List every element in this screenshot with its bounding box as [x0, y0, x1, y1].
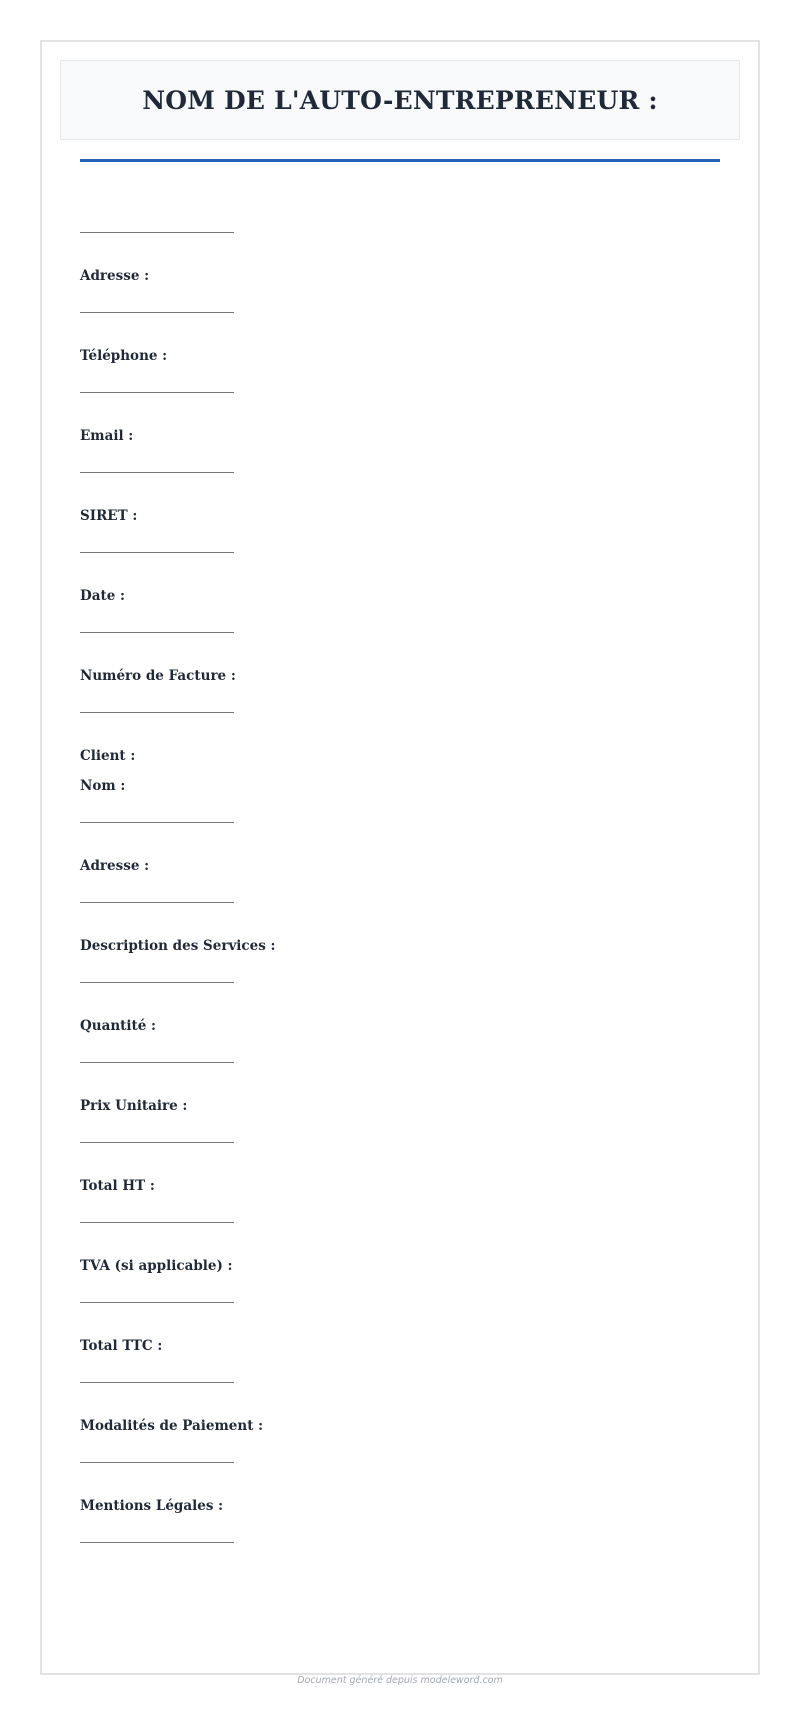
- entrepreneur-name-line[interactable]: [80, 232, 234, 233]
- label-client: Client :: [80, 748, 136, 764]
- modalites-paiement-line[interactable]: [80, 1462, 234, 1463]
- telephone-line[interactable]: [80, 392, 234, 393]
- label-telephone: Téléphone :: [80, 348, 168, 364]
- quantite-line[interactable]: [80, 1062, 234, 1063]
- footer-note: Document généré depuis modeleword.com: [297, 1675, 503, 1686]
- label-email: Email :: [80, 428, 134, 444]
- page-title: NOM DE L'AUTO-ENTREPRENEUR :: [142, 85, 658, 115]
- label-total-ht: Total HT :: [80, 1178, 155, 1194]
- total-ttc-line[interactable]: [80, 1382, 234, 1383]
- label-client-nom: Nom :: [80, 778, 126, 794]
- label-modalites-paiement: Modalités de Paiement :: [80, 1418, 264, 1434]
- date-line[interactable]: [80, 632, 234, 633]
- accent-divider: [80, 159, 720, 162]
- numero-facture-line[interactable]: [80, 712, 234, 713]
- description-services-line[interactable]: [80, 982, 234, 983]
- label-numero-facture: Numéro de Facture :: [80, 668, 236, 684]
- label-mentions-legales: Mentions Légales :: [80, 1498, 224, 1514]
- total-ht-line[interactable]: [80, 1222, 234, 1223]
- label-total-ttc: Total TTC :: [80, 1338, 163, 1354]
- adresse-line[interactable]: [80, 312, 234, 313]
- label-description-services: Description des Services :: [80, 938, 276, 954]
- mentions-legales-line[interactable]: [80, 1542, 234, 1543]
- label-client-adresse: Adresse :: [80, 858, 150, 874]
- label-prix-unitaire: Prix Unitaire :: [80, 1098, 188, 1114]
- client-nom-line[interactable]: [80, 822, 234, 823]
- invoice-page: [40, 40, 760, 1675]
- siret-line[interactable]: [80, 552, 234, 553]
- label-siret: SIRET :: [80, 508, 138, 524]
- client-adresse-line[interactable]: [80, 902, 234, 903]
- email-line[interactable]: [80, 472, 234, 473]
- label-quantite: Quantité :: [80, 1018, 157, 1034]
- header-box: [60, 60, 740, 140]
- prix-unitaire-line[interactable]: [80, 1142, 234, 1143]
- label-adresse: Adresse :: [80, 268, 150, 284]
- label-date: Date :: [80, 588, 125, 604]
- label-tva: TVA (si applicable) :: [80, 1258, 233, 1274]
- tva-line[interactable]: [80, 1302, 234, 1303]
